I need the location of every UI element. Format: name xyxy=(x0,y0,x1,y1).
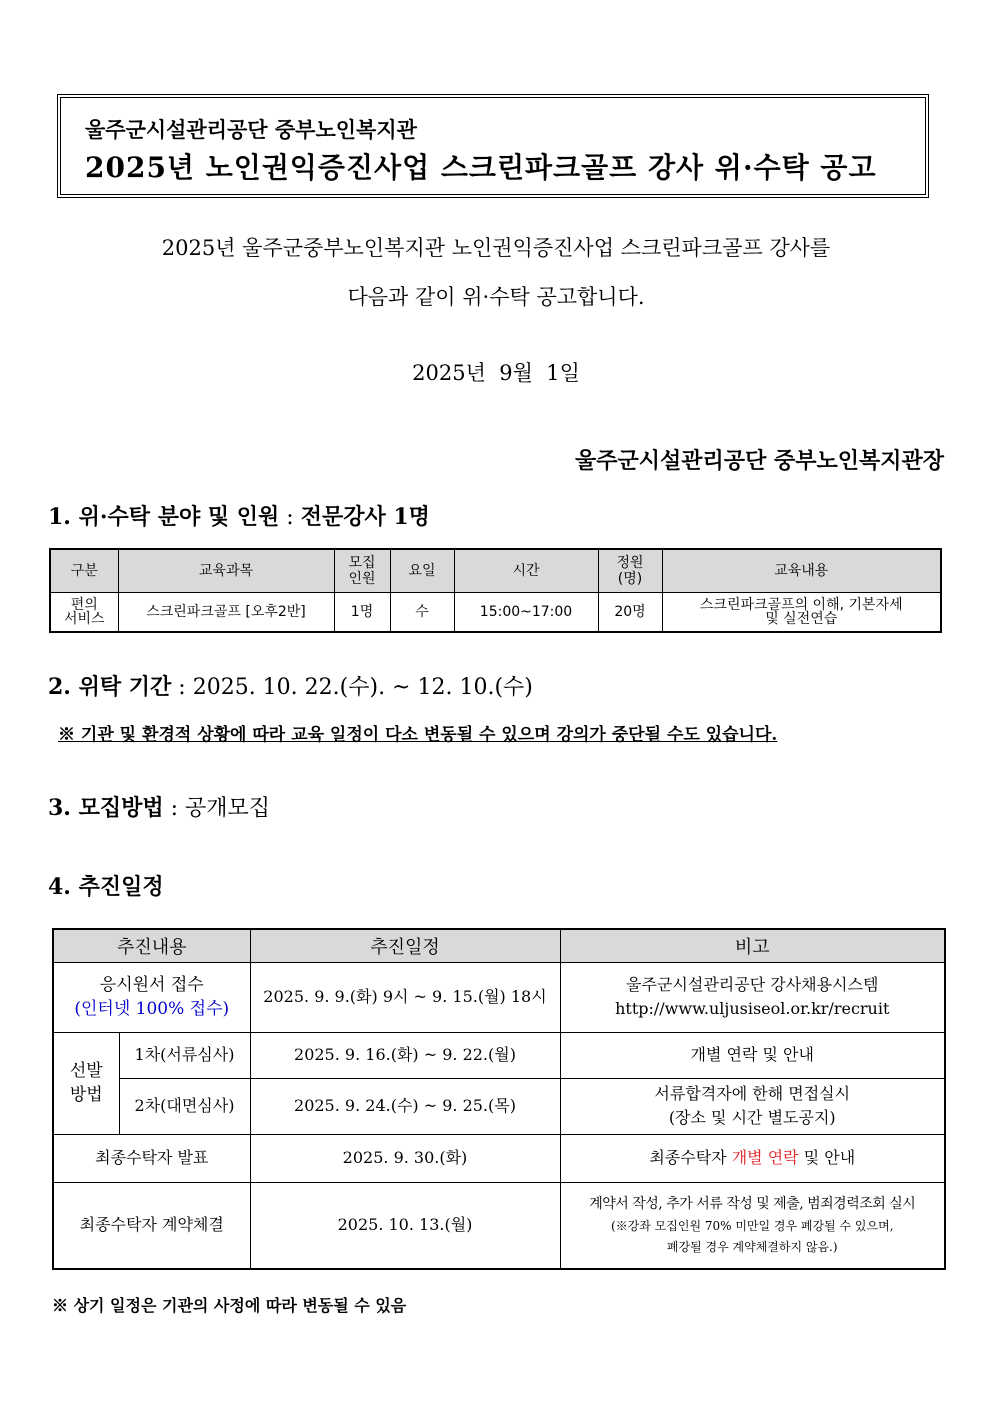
section-3 xyxy=(48,791,270,822)
section-4 xyxy=(48,870,164,901)
col-recruit-count: 모집 인원 xyxy=(334,549,390,592)
col-item: 추진내용 xyxy=(53,929,250,962)
cell-content: 스크린파크골프의 이해, 기본자세 및 실전연습 xyxy=(662,592,941,632)
announcement-date: 2025년 9월 1일 xyxy=(412,361,580,385)
application-label: 응시원서 접수 xyxy=(99,975,204,995)
section-1-heading: 1. 위·수탁 분야 및 인원 xyxy=(48,504,280,530)
col-day: 요일 xyxy=(390,549,454,592)
title-subtitle: 울주군시설관리공단 중부노인복지관 xyxy=(85,117,417,142)
section-4-heading: 4. 추진일정 xyxy=(48,874,164,900)
remarks-text-a: 최종수탁자 xyxy=(649,1148,732,1167)
table-row xyxy=(53,1078,945,1134)
section-3-heading: 3. 모집방법 xyxy=(48,795,164,821)
cell-selection-method: 선발 방법 xyxy=(53,1032,119,1134)
section-1-value: 전문강사 1명 xyxy=(300,504,430,530)
recruitment-table xyxy=(49,548,942,633)
schedule-change-note: ※ 기관 및 환경적 상황에 따라 교육 일정이 다소 변동될 수 있으며 강의가 중단될 수도 있습니다. xyxy=(58,725,778,745)
cell-remarks xyxy=(560,1182,945,1269)
table-row xyxy=(53,1134,945,1182)
col-capacity: 정원 (명) xyxy=(598,549,662,592)
cell-subject: 스크린파크골프 [오후2반] xyxy=(118,592,334,632)
col-category: 구분 xyxy=(50,549,118,592)
remarks-line-2: (장소 및 시간 별도공지) xyxy=(668,1108,836,1127)
table-row xyxy=(50,592,941,632)
remarks-line-2: (※강좌 모집인원 70% 미만일 경우 폐강될 수 있으며, xyxy=(610,1219,894,1234)
cell-day: 수 xyxy=(390,592,454,632)
cell-item: 최종수탁자 계약체결 xyxy=(53,1182,250,1269)
cell-time: 15:00~17:00 xyxy=(454,592,598,632)
table-row xyxy=(53,1182,945,1269)
intro-line-2: 다음과 같이 위·수탁 공고합니다. xyxy=(347,285,645,309)
section-3-sep: : xyxy=(163,796,186,821)
page-title: 2025년 노인권익증진사업 스크린파크골프 강사 위·수탁 공고 xyxy=(85,151,877,184)
cell-recruit-count: 1명 xyxy=(334,592,390,632)
section-2-heading: 2. 위탁 기간 xyxy=(48,674,172,700)
section-3-value: 공개모집 xyxy=(185,796,271,821)
cell-schedule: 2025. 9. 16.(화) ~ 9. 22.(월) xyxy=(250,1032,560,1078)
col-content: 교육내용 xyxy=(662,549,941,592)
remarks-line-3: 폐강될 경우 계약체결하지 않음.) xyxy=(666,1240,838,1255)
col-remarks: 비고 xyxy=(560,929,945,962)
footer-note: ※ 상기 일정은 기관의 사정에 따라 변동될 수 있음 xyxy=(52,1296,407,1315)
cell-schedule: 2025. 9. 24.(수) ~ 9. 25.(목) xyxy=(250,1078,560,1134)
section-1 xyxy=(48,500,430,531)
remarks-line-1: 울주군시설관리공단 강사채용시스템 xyxy=(626,975,879,994)
title-box xyxy=(57,94,929,198)
cell-schedule: 2025. 10. 13.(월) xyxy=(250,1182,560,1269)
application-method: (인터넷 100% 접수) xyxy=(74,999,230,1019)
section-2-sep: : xyxy=(171,675,193,700)
cell-remarks xyxy=(560,1134,945,1182)
col-time: 시간 xyxy=(454,549,598,592)
intro-line-1: 2025년 울주군중부노인복지관 노인권익증진사업 스크린파크골프 강사를 xyxy=(161,236,831,260)
schedule-table xyxy=(52,928,946,1270)
cell-category: 편의 서비스 xyxy=(50,592,118,632)
cell-remarks: 개별 연락 및 안내 xyxy=(560,1032,945,1078)
cell-remarks xyxy=(560,962,945,1032)
col-subject: 교육과목 xyxy=(118,549,334,592)
col-schedule: 추진일정 xyxy=(250,929,560,962)
table-row xyxy=(53,962,945,1032)
remarks-line-1: 계약서 작성, 추가 서류 작성 및 제출, 범죄경력조회 실시 xyxy=(589,1196,916,1213)
issuing-organization: 울주군시설관리공단 중부노인복지관장 xyxy=(575,448,944,474)
section-2 xyxy=(48,670,533,701)
remarks-line-1: 서류합격자에 한해 면접실시 xyxy=(654,1084,851,1103)
section-2-value: 2025. 10. 22.(수). ~ 12. 10.(수) xyxy=(192,675,533,700)
cell-item: 1차(서류심사) xyxy=(119,1032,250,1078)
recruit-url: http://www.uljusiseol.or.kr/recruit xyxy=(615,999,890,1018)
section-1-sep: : xyxy=(279,505,301,530)
cell-remarks xyxy=(560,1078,945,1134)
cell-item: 최종수탁자 발표 xyxy=(53,1134,250,1182)
cell-capacity: 20명 xyxy=(598,592,662,632)
cell-schedule: 2025. 9. 9.(화) 9시 ~ 9. 15.(월) 18시 xyxy=(250,962,560,1032)
cell-schedule: 2025. 9. 30.(화) xyxy=(250,1134,560,1182)
table-row xyxy=(53,1032,945,1078)
remarks-highlight: 개별 연락 xyxy=(731,1148,799,1167)
remarks-text-b: 및 안내 xyxy=(798,1148,856,1167)
cell-item: 2차(대면심사) xyxy=(119,1078,250,1134)
cell-item xyxy=(53,962,250,1032)
